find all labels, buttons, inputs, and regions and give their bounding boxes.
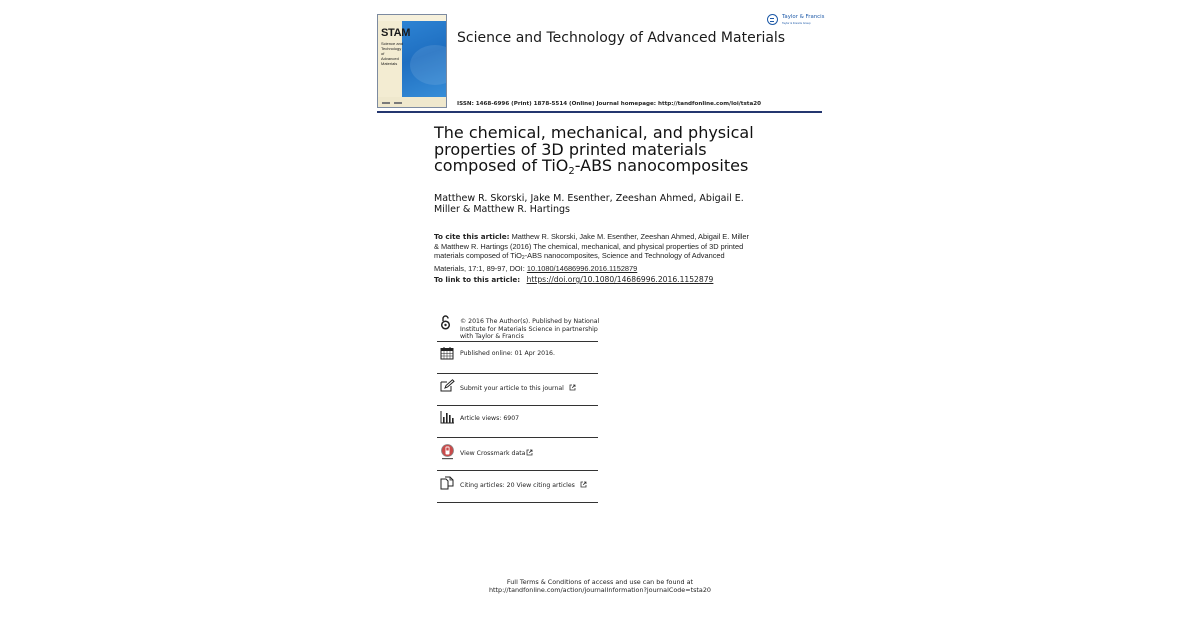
publisher-logo[interactable] <box>767 14 823 28</box>
info-divider <box>437 405 598 406</box>
publisher-tagline: Taylor & Francis Group <box>782 21 811 25</box>
terms-footer-text: Full Terms & Conditions of access and use can be found at <box>506 578 694 586</box>
article-authors: Matthew R. Skorski, Jake M. Esenther, Zeeshan Ahmed, Abigail E. Miller & Matthew R. Hartings <box>434 193 744 215</box>
edit-icon <box>440 379 455 392</box>
article-doi-link[interactable]: https://doi.org/10.1080/14686996.2016.1152879 <box>526 275 714 284</box>
external-link-icon <box>526 449 533 456</box>
bar-chart-icon <box>440 411 455 424</box>
publisher-logo-icon <box>767 14 778 25</box>
citation-text: Matthew R. Skorski, Jake M. Esenther, Zeeshan Ahmed, Abigail E. Miller & Matthew R. Hartings (2016) The chemical, mechanical, and physical properties of 3D printed materials composed of TiO <box>434 232 749 261</box>
published-item <box>437 345 597 365</box>
citation-block: To cite this article: Matthew R. Skorski, Jake M. Esenther, Zeeshan Ahmed, Abigail E. Miller & Matthew R. Hartings (2016) The chemical, mechanical, and physical properties of 3D printed materials composed of TiO$_2$-ABS nanocomposites, Science and Technology of Advanced Materials, 17:1, 89-97, DOI: 10.1080/14686996.2016.1152879 <box>434 232 749 273</box>
citing-articles-item[interactable] <box>437 475 597 495</box>
article-views-text: Article views: 6907 <box>460 415 520 422</box>
cover-top-strip <box>378 15 446 21</box>
cover-footer <box>378 97 446 107</box>
citing-documents-icon <box>440 476 455 490</box>
info-divider <box>437 437 598 438</box>
submit-article-link[interactable]: Submit your article to this journal <box>460 384 576 393</box>
citation-text-end: -ABS nanocomposites, Science and Technology of Advanced Materials, 17:1, 89-97, DOI: <box>434 251 725 273</box>
info-divider <box>437 341 598 342</box>
crossmark-link[interactable]: View Crossmark data <box>460 449 533 458</box>
terms-footer <box>450 578 750 595</box>
published-online-text: Published online: 01 Apr 2016. <box>460 350 555 357</box>
open-access-icon <box>440 315 451 330</box>
article-title: The chemical, mechanical, and physical properties of 3D printed materials composed of TiO$_2$-ABS nanocomposites <box>434 123 754 177</box>
crossmark-icon <box>440 444 455 460</box>
journal-title: Science and Technology of Advanced Materials <box>457 30 786 46</box>
citing-articles-link[interactable]: Citing articles: 20 View citing articles <box>460 481 587 490</box>
link-lead: To link to this article: <box>434 275 521 284</box>
info-divider <box>437 373 598 374</box>
copyright-text: © 2016 The Author(s). Published by National Institute for Materials Science in partnership with Taylor & Francis <box>460 318 600 340</box>
header-divider <box>377 111 822 113</box>
publisher-name: Taylor & Francis <box>782 14 825 20</box>
cover-subtitle: Science and Technology of Advanced Materials <box>381 41 404 66</box>
article-views-item <box>437 410 597 430</box>
open-access-item <box>437 314 600 342</box>
cover-footer-mark <box>382 102 390 104</box>
citation-doi-link[interactable]: 10.1080/14686996.2016.1152879 <box>526 263 638 273</box>
external-link-icon <box>580 481 587 488</box>
cover-acronym: STAM <box>381 27 411 39</box>
cover-footer-mark <box>394 102 402 104</box>
citation-lead: To cite this article: <box>434 232 510 241</box>
external-link-icon <box>569 384 576 391</box>
crossmark-item[interactable] <box>437 443 597 463</box>
issn-homepage-line[interactable]: ISSN: 1468-6996 (Print) 1878-5514 (Online) Journal homepage: http://tandfonline.com/loi/tsta20 <box>457 101 762 107</box>
calendar-icon <box>440 346 454 360</box>
info-divider <box>437 470 598 471</box>
info-divider <box>437 502 598 503</box>
journal-cover-image[interactable] <box>377 14 447 108</box>
article-link-line <box>434 275 713 284</box>
terms-footer-link[interactable]: http://tandfonline.com/action/journalInformation?journalCode=tsta20 <box>489 586 711 595</box>
submit-article-item[interactable] <box>437 378 597 398</box>
